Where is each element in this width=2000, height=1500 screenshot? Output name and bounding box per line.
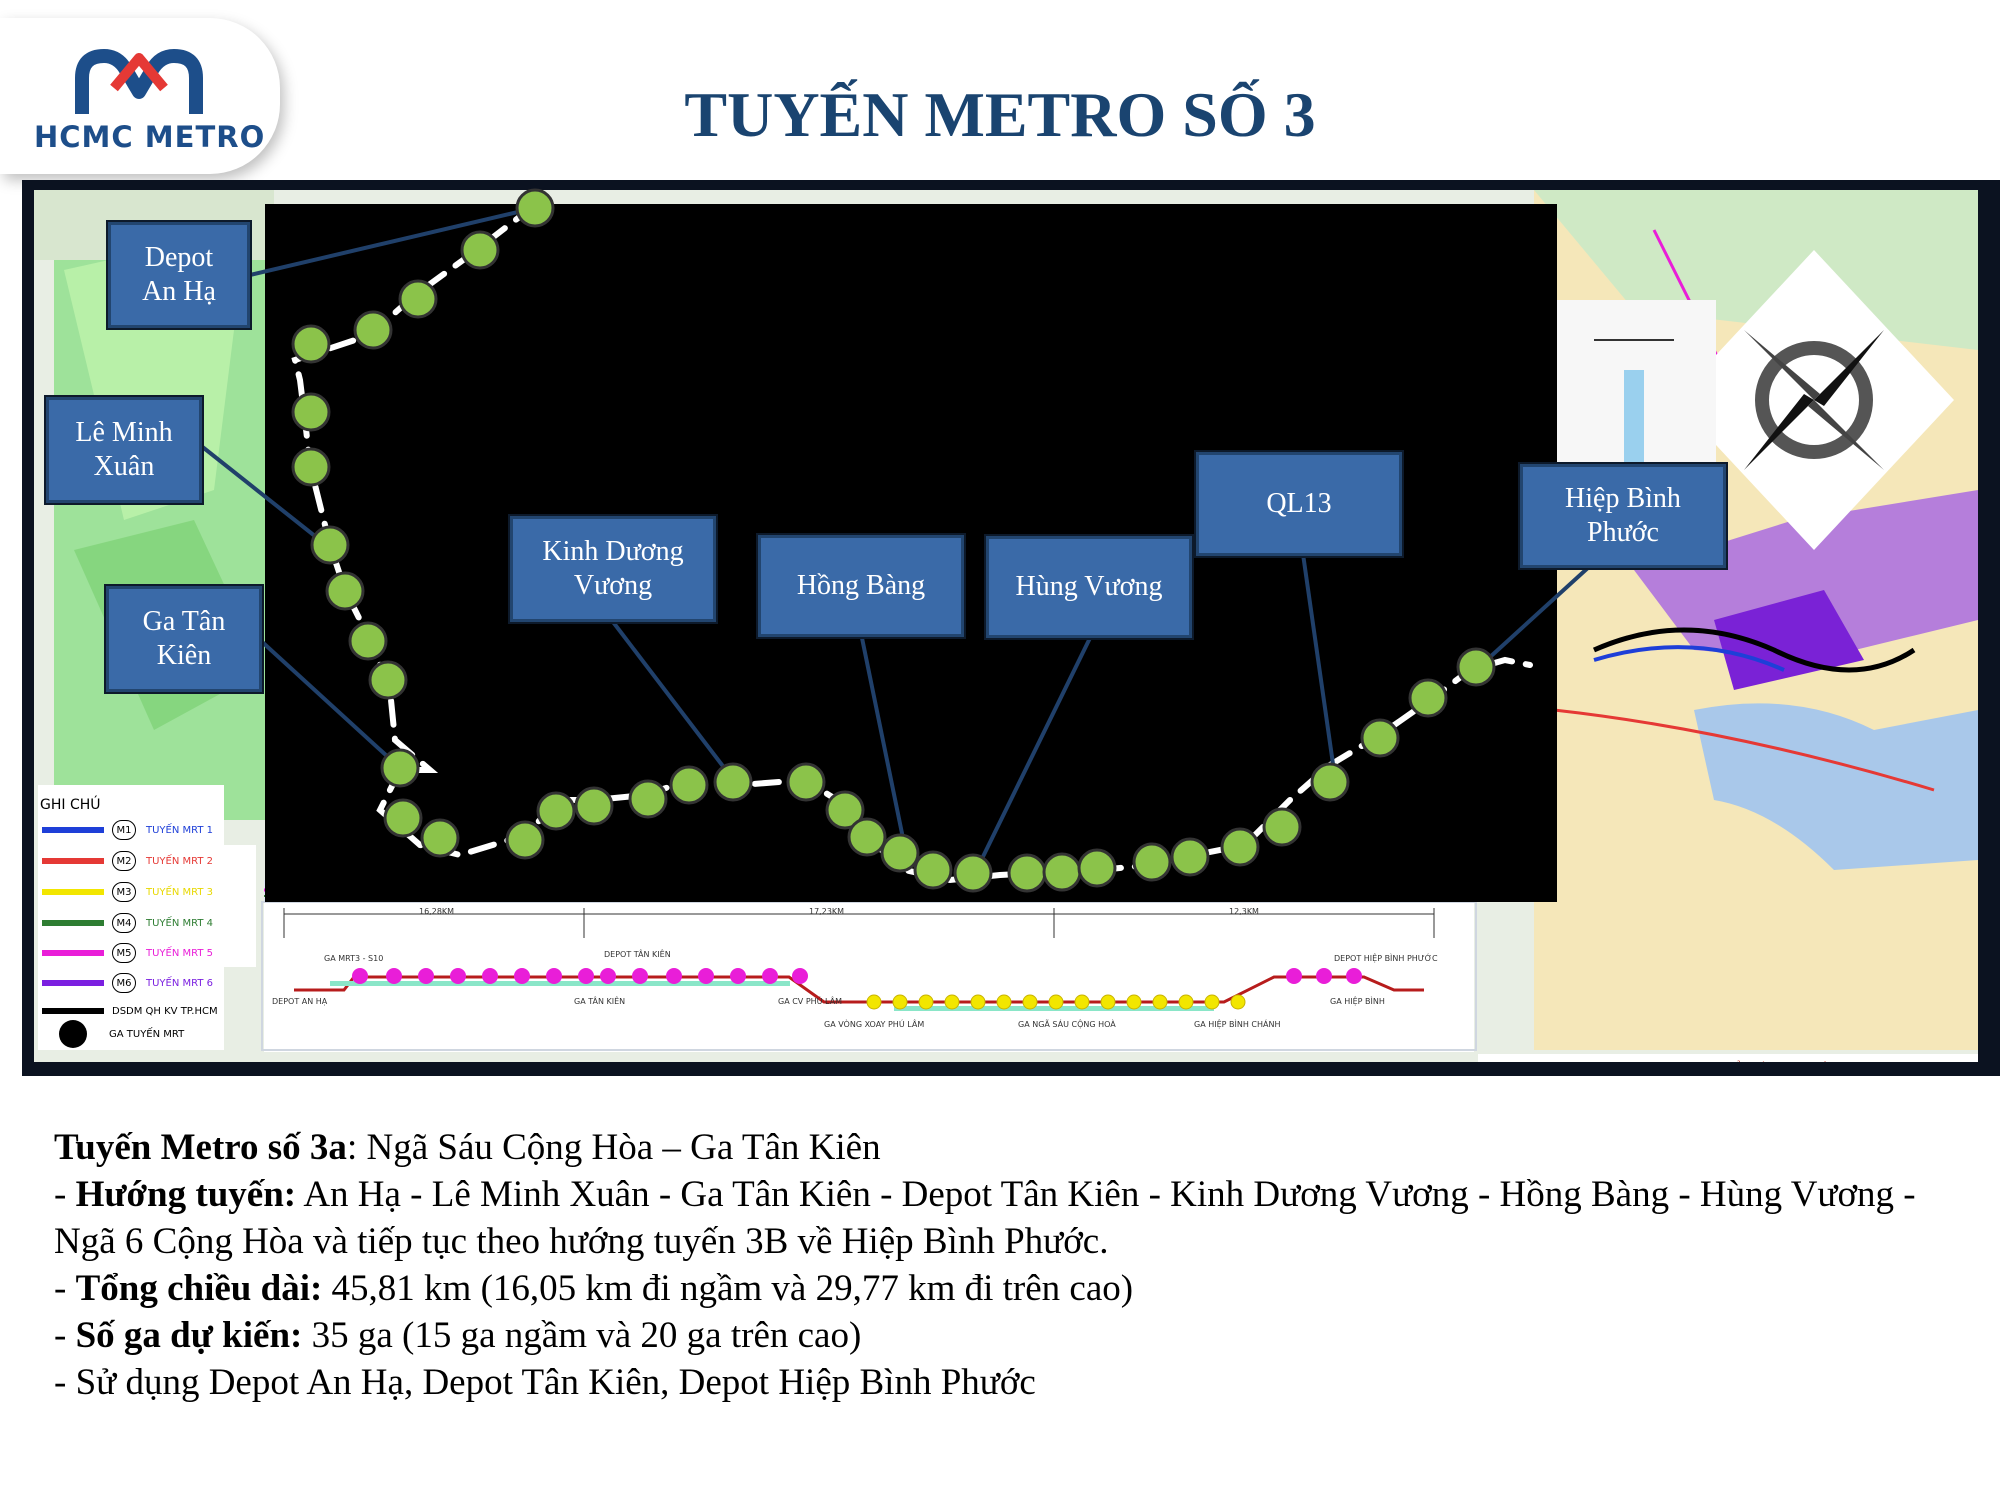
- station: [630, 781, 666, 817]
- callout-hiep-binh-phuoc-label: Hiệp Bình Phước: [1565, 483, 1681, 548]
- station: [915, 852, 951, 888]
- leader-hong-bang: [862, 638, 905, 848]
- description-stations-bold: Số ga dự kiến:: [75, 1315, 303, 1356]
- leader-hiep-binh-phuoc: [1478, 566, 1590, 668]
- profile-label-ga-tan-kien: GA TÂN KIÊN: [574, 997, 626, 1006]
- station: [327, 573, 363, 609]
- profile-label-depot-tan-kien: DEPOT TÂN KIÊN: [604, 950, 671, 959]
- profile-label-ga-hiep-binh-chanh: GA HIỆP BÌNH CHÁNH: [1194, 1020, 1281, 1029]
- station: [370, 662, 406, 698]
- station: [1044, 854, 1080, 890]
- page-title: TUYẾN METRO SỐ 3: [684, 79, 1316, 150]
- station: [1079, 850, 1115, 886]
- profile-distance-1: 16,28KM: [419, 907, 455, 916]
- station: [355, 312, 391, 348]
- callout-kinh-duong-vuong-label: Kinh Dương Vương: [542, 536, 684, 601]
- callout-hiep-binh-phuoc: [1520, 464, 1726, 568]
- station: [538, 793, 574, 829]
- profile-label-depot-hiep-binh-phuoc: DEPOT HIỆP BÌNH PHƯỚC: [1334, 954, 1438, 963]
- legend-label-m6: TUYẾN MRT 6: [146, 977, 214, 989]
- station: [1172, 839, 1208, 875]
- description-route-prefix: -: [54, 1174, 76, 1215]
- profile-label-depot-an-ha: DEPOT AN HẠ: [272, 997, 328, 1006]
- station: [1312, 764, 1348, 800]
- callout-depot-an-ha-label: Depot An Hạ: [142, 242, 216, 307]
- profile-distance-2: 17,23KM: [809, 907, 845, 916]
- leader-ql13: [1303, 554, 1335, 778]
- legend-label-m1: TUYẾN MRT 1: [146, 824, 214, 836]
- legend-label-station: GA TUYẾN MRT: [109, 1028, 185, 1040]
- callout-le-minh-xuan: [46, 397, 202, 503]
- station: [576, 788, 612, 824]
- logo-text: HCMC METRO: [34, 120, 266, 154]
- station: [1362, 720, 1398, 756]
- station: [312, 527, 348, 563]
- callout-ga-tan-kien: [106, 586, 262, 692]
- legend-label-dsdm: DSDM QH KV TP.HCM: [112, 1005, 218, 1017]
- station: [400, 281, 436, 317]
- legend-label-m2: TUYẾN MRT 2: [146, 855, 214, 867]
- description-stations-rest: 35 ga (15 ga ngầm và 20 ga trên cao): [302, 1315, 862, 1356]
- description-length-prefix: -: [54, 1268, 76, 1309]
- station: [1264, 809, 1300, 845]
- station: [849, 819, 885, 855]
- legend-badge-m2: M2: [112, 851, 136, 871]
- legend-badge-m3: M3: [112, 882, 136, 902]
- station: [1222, 829, 1258, 865]
- station: [507, 822, 543, 858]
- callout-hung-vuong: [986, 536, 1192, 638]
- profile-label-ga-mrt3: GA MRT3 - S10: [324, 954, 384, 963]
- description-depots: - Sử dụng Depot An Hạ, Depot Tân Kiên, Depot Hiệp Bình Phước: [54, 1362, 1036, 1403]
- station: [422, 820, 458, 856]
- legend-label-m5: TUYẾN MRT 5: [146, 947, 214, 959]
- profile-label-ga-nga-sau-cong-hoa: GA NGÃ SÁU CỘNG HOÀ: [1018, 1020, 1116, 1029]
- legend-badge-m6: M6: [112, 973, 136, 993]
- callout-le-minh-xuan-label: Lê Minh Xuân: [75, 417, 173, 482]
- station: [293, 326, 329, 362]
- callout-kinh-duong-vuong: [510, 516, 716, 622]
- description-stations: [54, 1312, 1954, 1359]
- profile-label-ga-cv-phu-lam: GA CV PHÚ LÂM: [778, 997, 843, 1006]
- station: [715, 764, 751, 800]
- callout-hong-bang: [758, 535, 964, 637]
- callout-depot-an-ha: [108, 222, 250, 328]
- station: [1458, 649, 1494, 685]
- station: [955, 855, 991, 891]
- profile-distance-3: 12,3KM: [1229, 907, 1259, 916]
- leader-hung-vuong: [975, 638, 1090, 873]
- station: [882, 835, 918, 871]
- callout-ql13-label: QL13: [1266, 488, 1332, 519]
- station: [293, 394, 329, 430]
- leader-ga-tan-kien: [260, 640, 400, 768]
- station: [385, 800, 421, 836]
- description-line-1-rest: : Ngã Sáu Cộng Hòa – Ga Tân Kiên: [346, 1127, 881, 1168]
- station: [517, 190, 553, 226]
- callout-ga-tan-kien-label: Ga Tân Kiên: [142, 606, 226, 671]
- station: [1134, 844, 1170, 880]
- legend-badge-m1: M1: [112, 820, 136, 840]
- profile-label-ga-hiep-binh: GA HIỆP BÌNH: [1330, 997, 1385, 1006]
- station: [293, 449, 329, 485]
- route-description: [54, 1124, 1954, 1406]
- description-stations-prefix: -: [54, 1315, 76, 1356]
- description-length-bold: Tổng chiều dài:: [75, 1268, 323, 1309]
- description-line-1: [54, 1124, 1954, 1171]
- callout-ql13: [1196, 452, 1402, 556]
- leader-kinh-duong-vuong: [610, 618, 735, 782]
- station: [462, 232, 498, 268]
- profile-label-ga-vong-xoay-phu-lam: GA VÒNG XOAY PHÚ LÂM: [824, 1020, 925, 1029]
- station: [1009, 855, 1045, 891]
- description-route: [54, 1171, 1954, 1265]
- description-route-rest: An Hạ - Lê Minh Xuân - Ga Tân Kiên - Depot Tân Kiên - Kinh Dương Vương - Hồng Bàng - Hùng Vương - Ngã 6 Cộng Hòa và tiếp tục theo hướng tuyến 3B về Hiệp Bình Phước.: [54, 1174, 1916, 1262]
- description-length-rest: 45,81 km (16,05 km đi ngầm và 29,77 km đi trên cao): [322, 1268, 1134, 1309]
- description-route-bold: Hướng tuyến:: [75, 1174, 297, 1215]
- station: [788, 764, 824, 800]
- legend-badge-m4: M4: [112, 913, 136, 933]
- legend-label-m3: TUYẾN MRT 3: [146, 886, 214, 898]
- legend-badge-m5: M5: [112, 943, 136, 963]
- callout-hung-vuong-label: Hùng Vương: [1015, 571, 1163, 602]
- callout-hong-bang-label: Hồng Bàng: [796, 570, 926, 601]
- station: [671, 767, 707, 803]
- station: [1410, 680, 1446, 716]
- description-line-1-bold: Tuyến Metro số 3a: [54, 1127, 347, 1168]
- station: [350, 623, 386, 659]
- station: [382, 750, 418, 786]
- legend-title: GHI CHÚ: [40, 797, 101, 813]
- description-length: [54, 1265, 1954, 1312]
- legend-label-m4: TUYẾN MRT 4: [146, 917, 214, 929]
